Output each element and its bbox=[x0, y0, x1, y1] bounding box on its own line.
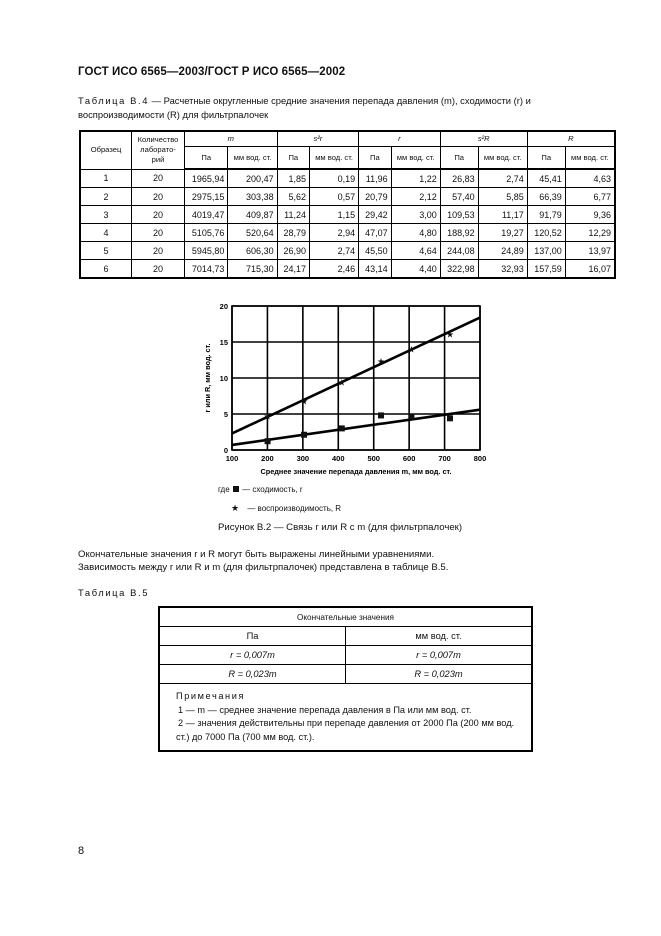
table-cell: 20 bbox=[132, 188, 185, 206]
paragraph-line-1: Окончательные значения r и R могут быть выражены линейными уравнениями. bbox=[78, 549, 435, 560]
table-cell: 303,38 bbox=[228, 188, 277, 206]
table-cell: 26,90 bbox=[277, 242, 309, 260]
col-header-labs: Количество лаборато-рий bbox=[132, 131, 185, 169]
data-point-r bbox=[408, 414, 414, 420]
data-point-R: ★ bbox=[407, 344, 416, 355]
unit-pa: Па bbox=[185, 147, 228, 170]
table-cell: 91,79 bbox=[527, 206, 565, 224]
data-point-r bbox=[301, 432, 307, 438]
table-cell: 57,40 bbox=[440, 188, 478, 206]
table-cell: 606,30 bbox=[228, 242, 277, 260]
table-row bbox=[80, 169, 615, 188]
table-cell: 157,59 bbox=[527, 260, 565, 279]
legend-r-text: — сходимость, r bbox=[242, 485, 303, 494]
x-tick-label: 800 bbox=[473, 454, 487, 463]
table-cell: 47,07 bbox=[359, 224, 391, 242]
table-cell: 3,00 bbox=[391, 206, 440, 224]
table-cell: 7014,73 bbox=[185, 260, 228, 279]
table-cell: 28,79 bbox=[277, 224, 309, 242]
table-cell: 1965,94 bbox=[185, 169, 228, 188]
x-tick-label: 400 bbox=[332, 454, 345, 463]
table-cell: 120,52 bbox=[527, 224, 565, 242]
table-cell: 11,96 bbox=[359, 169, 391, 188]
table-cell: 20 bbox=[132, 224, 185, 242]
data-point-r bbox=[378, 412, 384, 418]
legend-R bbox=[231, 503, 341, 514]
table-b4-caption-text: — Расчетные округленные средние значения перепада давления (m), сходимости (r) и воспроизводимости (R) для фильтрпалочек bbox=[78, 95, 531, 120]
table-cell: 5,62 bbox=[277, 188, 309, 206]
table-cell: 1,85 bbox=[277, 169, 309, 188]
table-row bbox=[80, 242, 615, 260]
note-1: 1 — m — среднее значение перепада давления в Па или мм вод. ст. bbox=[178, 704, 472, 715]
document-header: ГОСТ ИСО 6565—2003/ГОСТ Р ИСО 6565—2002 bbox=[78, 66, 346, 78]
table-cell: 109,53 bbox=[440, 206, 478, 224]
table-cell: 4,63 bbox=[565, 169, 615, 188]
table-cell: 137,00 bbox=[527, 242, 565, 260]
table-b4-caption bbox=[78, 94, 618, 122]
table-row bbox=[80, 206, 615, 224]
unit-pa: Па bbox=[359, 147, 391, 170]
x-tick-label: 600 bbox=[402, 454, 416, 463]
table-cell: 66,39 bbox=[527, 188, 565, 206]
table-cell: 1,22 bbox=[391, 169, 440, 188]
table-cell: 188,92 bbox=[440, 224, 478, 242]
col-header-m: m bbox=[185, 131, 278, 147]
table-cell: 3 bbox=[80, 206, 132, 224]
table-b5-col-pa: Па bbox=[159, 627, 346, 646]
table-cell: 5105,76 bbox=[185, 224, 228, 242]
table-cell: 4,40 bbox=[391, 260, 440, 279]
table-cell: 244,08 bbox=[440, 242, 478, 260]
table-cell: 520,64 bbox=[228, 224, 277, 242]
table-cell: 6,77 bbox=[565, 188, 615, 206]
table-cell: 2,94 bbox=[310, 224, 359, 242]
unit-pa: Па bbox=[527, 147, 565, 170]
table-b5-notes bbox=[159, 684, 532, 752]
table-cell: 13,97 bbox=[565, 242, 615, 260]
table-cell: 20 bbox=[132, 169, 185, 188]
table-cell: 20 bbox=[132, 206, 185, 224]
table-cell: 2 bbox=[80, 188, 132, 206]
table-cell: 29,42 bbox=[359, 206, 391, 224]
unit-pa: Па bbox=[440, 147, 478, 170]
table-cell: 2,46 bbox=[310, 260, 359, 279]
table-cell: 715,30 bbox=[228, 260, 277, 279]
data-point-R: ★ bbox=[300, 396, 309, 407]
legend-r bbox=[218, 485, 303, 494]
table-b5-r-mm: r = 0,007m bbox=[346, 646, 533, 665]
data-point-r bbox=[447, 415, 453, 421]
paragraph-line-2: Зависимость между r или R и m (для фильтрпалочек) представлена в таблице В.5. bbox=[78, 562, 449, 573]
table-cell: 5,85 bbox=[478, 188, 527, 206]
col-header-sample: Образец bbox=[80, 131, 132, 169]
col-header-sR2: s²R bbox=[440, 131, 527, 147]
table-cell: 1,15 bbox=[310, 206, 359, 224]
unit-mm: мм вод. ст. bbox=[310, 147, 359, 170]
table-cell: 20 bbox=[132, 260, 185, 279]
unit-mm: мм вод. ст. bbox=[565, 147, 615, 170]
table-cell: 200,47 bbox=[228, 169, 277, 188]
table-cell: 11,24 bbox=[277, 206, 309, 224]
table-b5-r-pa: r = 0,007m bbox=[159, 646, 346, 665]
table-cell: 2975,15 bbox=[185, 188, 228, 206]
table-b4 bbox=[79, 130, 616, 279]
y-tick-label: 20 bbox=[219, 302, 228, 311]
x-tick-label: 200 bbox=[261, 454, 274, 463]
table-cell: 20,79 bbox=[359, 188, 391, 206]
unit-mm: мм вод. ст. bbox=[391, 147, 440, 170]
y-tick-label: 10 bbox=[219, 374, 228, 383]
table-cell: 322,98 bbox=[440, 260, 478, 279]
col-header-r: r bbox=[359, 131, 441, 147]
y-tick-label: 5 bbox=[223, 410, 228, 419]
table-cell: 24,17 bbox=[277, 260, 309, 279]
table-cell: 12,29 bbox=[565, 224, 615, 242]
data-point-R: ★ bbox=[445, 329, 455, 340]
table-b5-col-mm: мм вод. ст. bbox=[346, 627, 533, 646]
table-b5 bbox=[158, 606, 533, 752]
table-cell: 2,12 bbox=[391, 188, 440, 206]
table-cell: 5 bbox=[80, 242, 132, 260]
table-cell: 45,50 bbox=[359, 242, 391, 260]
x-tick-label: 300 bbox=[296, 454, 310, 463]
unit-pa: Па bbox=[277, 147, 309, 170]
table-b5-label: Таблица В.5 bbox=[78, 587, 150, 598]
x-tick-label: 500 bbox=[367, 454, 380, 463]
table-cell: 9,36 bbox=[565, 206, 615, 224]
table-cell: 32,93 bbox=[478, 260, 527, 279]
unit-mm: мм вод. ст. bbox=[478, 147, 527, 170]
table-row bbox=[80, 224, 615, 242]
col-header-sr2: s²r bbox=[277, 131, 359, 147]
notes-title: Примечания bbox=[176, 691, 246, 701]
table-b5-title: Окончательные значения bbox=[159, 607, 532, 627]
table-cell: 1 bbox=[80, 169, 132, 188]
data-point-r bbox=[339, 425, 345, 431]
table-b4-label: Таблица В.4 bbox=[78, 95, 150, 106]
table-cell: 45,41 bbox=[527, 169, 565, 188]
table-cell: 24,89 bbox=[478, 242, 527, 260]
data-point-R: ★ bbox=[337, 377, 346, 388]
table-cell: 2,74 bbox=[478, 169, 527, 188]
table-cell: 11,17 bbox=[478, 206, 527, 224]
y-tick-label: 15 bbox=[219, 338, 228, 347]
table-cell: 43,14 bbox=[359, 260, 391, 279]
data-point-R: ★ bbox=[376, 356, 386, 367]
table-cell: 26,83 bbox=[440, 169, 478, 188]
table-row bbox=[80, 260, 615, 279]
table-b5-R-mm: R = 0,023m bbox=[346, 665, 533, 684]
x-axis-label: Среднее значение перепада давления m, мм вод. ст. bbox=[260, 467, 452, 476]
table-cell: 2,74 bbox=[310, 242, 359, 260]
table-cell: 20 bbox=[132, 242, 185, 260]
x-tick-label: 100 bbox=[225, 454, 239, 463]
y-tick-label: 0 bbox=[223, 446, 228, 455]
data-point-R: ★ bbox=[263, 411, 272, 422]
table-cell: 16,07 bbox=[565, 260, 615, 279]
table-b5-R-pa: R = 0,023m bbox=[159, 665, 346, 684]
table-cell: 19,27 bbox=[478, 224, 527, 242]
table-cell: 5945,80 bbox=[185, 242, 228, 260]
unit-mm: мм вод. ст. bbox=[228, 147, 277, 170]
legend-R-text: — воспроизводимость, R bbox=[247, 504, 342, 513]
table-cell: 4 bbox=[80, 224, 132, 242]
table-cell: 6 bbox=[80, 260, 132, 279]
table-cell: 409,87 bbox=[228, 206, 277, 224]
table-cell: 4019,47 bbox=[185, 206, 228, 224]
data-point-r bbox=[265, 438, 271, 444]
legend-where: где bbox=[218, 485, 230, 494]
table-cell: 4,80 bbox=[391, 224, 440, 242]
note-2: 2 — значения действительны при перепаде давления от 2000 Па (200 мм вод. ст.) до 7000 Па (700 мм вод. ст.). bbox=[176, 718, 515, 742]
x-tick-label: 700 bbox=[438, 454, 451, 463]
col-header-R: R bbox=[527, 131, 615, 147]
table-row bbox=[80, 188, 615, 206]
star-marker-icon: ★ bbox=[231, 503, 240, 513]
table-cell: 0,19 bbox=[310, 169, 359, 188]
page-number: 8 bbox=[78, 845, 85, 857]
figure-caption: Рисунок В.2 — Связь r или R с m (для фильтрпалочек) bbox=[218, 522, 463, 533]
y-axis-label: r или R, мм вод. ст. bbox=[203, 343, 212, 413]
square-marker-icon bbox=[233, 486, 239, 492]
table-cell: 0,57 bbox=[310, 188, 359, 206]
table-cell: 4,64 bbox=[391, 242, 440, 260]
